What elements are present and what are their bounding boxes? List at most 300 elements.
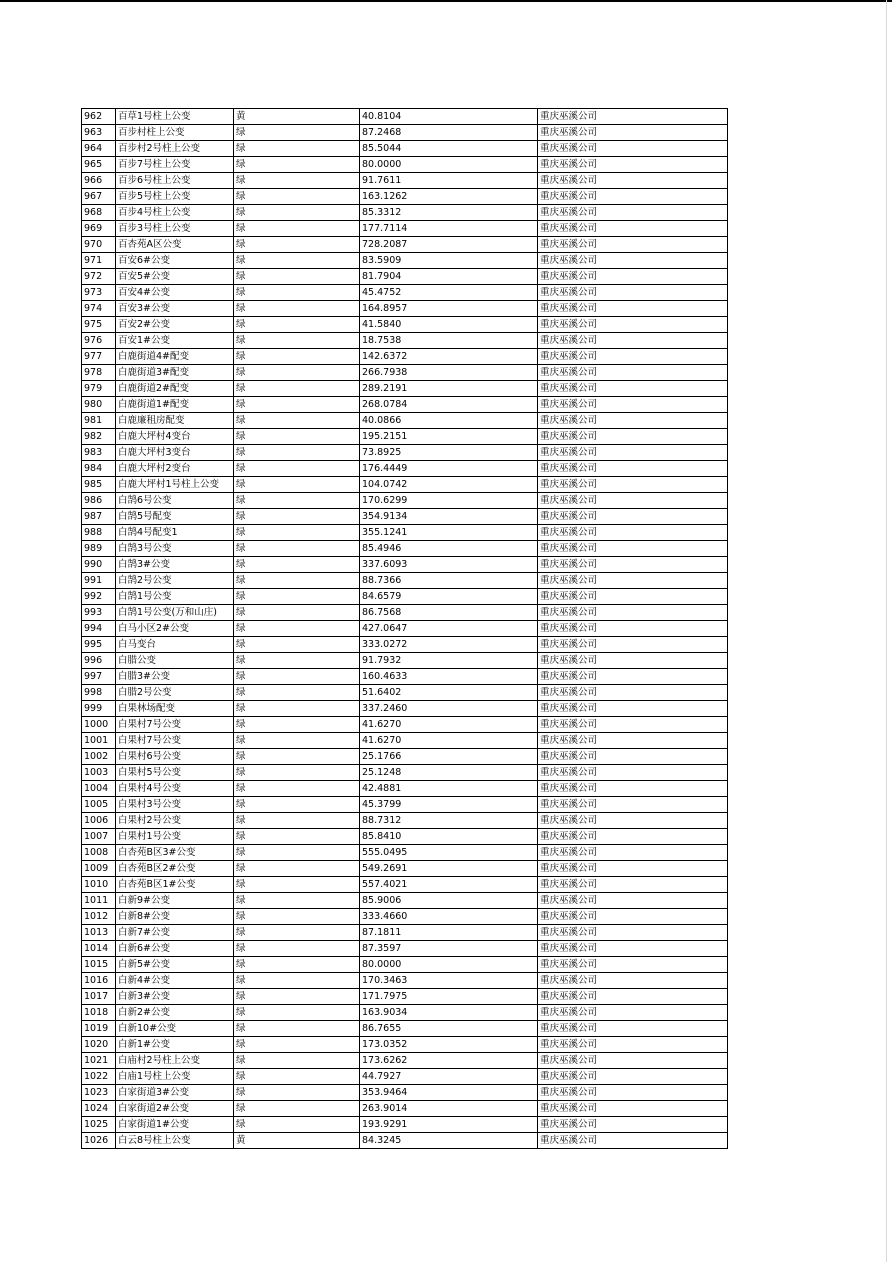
company-cell: 重庆巫溪公司 bbox=[538, 221, 728, 237]
status-cell: 绿 bbox=[234, 205, 360, 221]
status-cell: 绿 bbox=[234, 733, 360, 749]
status-cell: 绿 bbox=[234, 1101, 360, 1117]
status-cell: 绿 bbox=[234, 141, 360, 157]
station-name-cell: 白鹄6号公变 bbox=[116, 493, 234, 509]
station-name-cell: 白鹄4号配变1 bbox=[116, 525, 234, 541]
value-cell: 355.1241 bbox=[360, 525, 538, 541]
value-cell: 86.7655 bbox=[360, 1021, 538, 1037]
top-border-line bbox=[0, 0, 892, 2]
status-cell: 绿 bbox=[234, 941, 360, 957]
station-name-cell: 百安4#公变 bbox=[116, 285, 234, 301]
table-row bbox=[82, 621, 728, 637]
value-cell: 88.7366 bbox=[360, 573, 538, 589]
value-cell: 85.5044 bbox=[360, 141, 538, 157]
table-row bbox=[82, 653, 728, 669]
company-cell: 重庆巫溪公司 bbox=[538, 605, 728, 621]
table-row bbox=[82, 845, 728, 861]
row-index-cell: 987 bbox=[82, 509, 116, 525]
table-row bbox=[82, 1085, 728, 1101]
value-cell: 45.4752 bbox=[360, 285, 538, 301]
table-row bbox=[82, 1021, 728, 1037]
row-index-cell: 984 bbox=[82, 461, 116, 477]
row-index-cell: 1023 bbox=[82, 1085, 116, 1101]
row-index-cell: 988 bbox=[82, 525, 116, 541]
station-name-cell: 白新8#公变 bbox=[116, 909, 234, 925]
row-index-cell: 973 bbox=[82, 285, 116, 301]
value-cell: 18.7538 bbox=[360, 333, 538, 349]
status-cell: 绿 bbox=[234, 637, 360, 653]
company-cell: 重庆巫溪公司 bbox=[538, 1085, 728, 1101]
status-cell: 绿 bbox=[234, 541, 360, 557]
company-cell: 重庆巫溪公司 bbox=[538, 829, 728, 845]
row-index-cell: 1010 bbox=[82, 877, 116, 893]
company-cell: 重庆巫溪公司 bbox=[538, 157, 728, 173]
status-cell: 绿 bbox=[234, 685, 360, 701]
row-index-cell: 1022 bbox=[82, 1069, 116, 1085]
value-cell: 86.7568 bbox=[360, 605, 538, 621]
status-cell: 绿 bbox=[234, 253, 360, 269]
row-index-cell: 965 bbox=[82, 157, 116, 173]
value-cell: 85.4946 bbox=[360, 541, 538, 557]
status-cell: 绿 bbox=[234, 589, 360, 605]
value-cell: 171.7975 bbox=[360, 989, 538, 1005]
status-cell: 绿 bbox=[234, 1085, 360, 1101]
status-cell: 绿 bbox=[234, 509, 360, 525]
table-row bbox=[82, 1053, 728, 1069]
status-cell: 绿 bbox=[234, 829, 360, 845]
status-cell: 绿 bbox=[234, 301, 360, 317]
row-index-cell: 971 bbox=[82, 253, 116, 269]
status-cell: 绿 bbox=[234, 381, 360, 397]
status-cell: 绿 bbox=[234, 909, 360, 925]
company-cell: 重庆巫溪公司 bbox=[538, 941, 728, 957]
station-name-cell: 百安3#公变 bbox=[116, 301, 234, 317]
row-index-cell: 1006 bbox=[82, 813, 116, 829]
station-name-cell: 白新1#公变 bbox=[116, 1037, 234, 1053]
table-row bbox=[82, 1101, 728, 1117]
table-row bbox=[82, 157, 728, 173]
row-index-cell: 1011 bbox=[82, 893, 116, 909]
status-cell: 绿 bbox=[234, 157, 360, 173]
status-cell: 绿 bbox=[234, 125, 360, 141]
value-cell: 91.7611 bbox=[360, 173, 538, 189]
company-cell: 重庆巫溪公司 bbox=[538, 333, 728, 349]
row-index-cell: 1018 bbox=[82, 1005, 116, 1021]
company-cell: 重庆巫溪公司 bbox=[538, 125, 728, 141]
company-cell: 重庆巫溪公司 bbox=[538, 477, 728, 493]
company-cell: 重庆巫溪公司 bbox=[538, 189, 728, 205]
company-cell: 重庆巫溪公司 bbox=[538, 317, 728, 333]
value-cell: 557.4021 bbox=[360, 877, 538, 893]
station-name-cell: 白果村3号公变 bbox=[116, 797, 234, 813]
station-name-cell: 白果村7号公变 bbox=[116, 717, 234, 733]
station-name-cell: 百步4号柱上公变 bbox=[116, 205, 234, 221]
row-index-cell: 1025 bbox=[82, 1117, 116, 1133]
status-cell: 绿 bbox=[234, 221, 360, 237]
station-name-cell: 白家街道1#公变 bbox=[116, 1117, 234, 1133]
company-cell: 重庆巫溪公司 bbox=[538, 877, 728, 893]
station-name-cell: 百草1号柱上公变 bbox=[116, 109, 234, 125]
value-cell: 160.4633 bbox=[360, 669, 538, 685]
company-cell: 重庆巫溪公司 bbox=[538, 429, 728, 445]
company-cell: 重庆巫溪公司 bbox=[538, 285, 728, 301]
value-cell: 193.9291 bbox=[360, 1117, 538, 1133]
station-name-cell: 百步5号柱上公变 bbox=[116, 189, 234, 205]
value-cell: 289.2191 bbox=[360, 381, 538, 397]
value-cell: 354.9134 bbox=[360, 509, 538, 525]
station-name-cell: 百安1#公变 bbox=[116, 333, 234, 349]
station-name-cell: 白马变台 bbox=[116, 637, 234, 653]
row-index-cell: 995 bbox=[82, 637, 116, 653]
company-cell: 重庆巫溪公司 bbox=[538, 781, 728, 797]
station-name-cell: 白鹄1号公变(万和山庄) bbox=[116, 605, 234, 621]
table-row bbox=[82, 717, 728, 733]
table-row bbox=[82, 173, 728, 189]
row-index-cell: 1015 bbox=[82, 957, 116, 973]
status-cell: 绿 bbox=[234, 669, 360, 685]
company-cell: 重庆巫溪公司 bbox=[538, 1053, 728, 1069]
station-name-cell: 白家街道3#公变 bbox=[116, 1085, 234, 1101]
value-cell: 85.9006 bbox=[360, 893, 538, 909]
value-cell: 44.7927 bbox=[360, 1069, 538, 1085]
table-row bbox=[82, 445, 728, 461]
row-index-cell: 1012 bbox=[82, 909, 116, 925]
station-name-cell: 白新5#公变 bbox=[116, 957, 234, 973]
status-cell: 绿 bbox=[234, 333, 360, 349]
company-cell: 重庆巫溪公司 bbox=[538, 621, 728, 637]
value-cell: 170.6299 bbox=[360, 493, 538, 509]
company-cell: 重庆巫溪公司 bbox=[538, 1037, 728, 1053]
company-cell: 重庆巫溪公司 bbox=[538, 557, 728, 573]
status-cell: 绿 bbox=[234, 397, 360, 413]
table-row bbox=[82, 189, 728, 205]
company-cell: 重庆巫溪公司 bbox=[538, 413, 728, 429]
status-cell: 绿 bbox=[234, 1053, 360, 1069]
station-name-cell: 白鹄2号公变 bbox=[116, 573, 234, 589]
table-row bbox=[82, 973, 728, 989]
status-cell: 绿 bbox=[234, 813, 360, 829]
station-name-cell: 白庙村2号柱上公变 bbox=[116, 1053, 234, 1069]
status-cell: 黄 bbox=[234, 1133, 360, 1149]
row-index-cell: 1017 bbox=[82, 989, 116, 1005]
status-cell: 绿 bbox=[234, 653, 360, 669]
status-cell: 绿 bbox=[234, 861, 360, 877]
station-name-cell: 白新10#公变 bbox=[116, 1021, 234, 1037]
status-cell: 绿 bbox=[234, 781, 360, 797]
status-cell: 绿 bbox=[234, 445, 360, 461]
company-cell: 重庆巫溪公司 bbox=[538, 653, 728, 669]
company-cell: 重庆巫溪公司 bbox=[538, 269, 728, 285]
row-index-cell: 978 bbox=[82, 365, 116, 381]
row-index-cell: 985 bbox=[82, 477, 116, 493]
status-cell: 绿 bbox=[234, 749, 360, 765]
station-name-cell: 白云8号柱上公变 bbox=[116, 1133, 234, 1149]
value-cell: 173.6262 bbox=[360, 1053, 538, 1069]
station-name-cell: 白鹿街道1#配变 bbox=[116, 397, 234, 413]
row-index-cell: 962 bbox=[82, 109, 116, 125]
value-cell: 85.3312 bbox=[360, 205, 538, 221]
status-cell: 绿 bbox=[234, 237, 360, 253]
value-cell: 25.1766 bbox=[360, 749, 538, 765]
company-cell: 重庆巫溪公司 bbox=[538, 509, 728, 525]
company-cell: 重庆巫溪公司 bbox=[538, 205, 728, 221]
row-index-cell: 982 bbox=[82, 429, 116, 445]
company-cell: 重庆巫溪公司 bbox=[538, 109, 728, 125]
table-row bbox=[82, 909, 728, 925]
company-cell: 重庆巫溪公司 bbox=[538, 1117, 728, 1133]
row-index-cell: 999 bbox=[82, 701, 116, 717]
value-cell: 268.0784 bbox=[360, 397, 538, 413]
value-cell: 83.5909 bbox=[360, 253, 538, 269]
company-cell: 重庆巫溪公司 bbox=[538, 717, 728, 733]
station-name-cell: 百步村柱上公变 bbox=[116, 125, 234, 141]
row-index-cell: 1021 bbox=[82, 1053, 116, 1069]
company-cell: 重庆巫溪公司 bbox=[538, 589, 728, 605]
status-cell: 绿 bbox=[234, 365, 360, 381]
value-cell: 142.6372 bbox=[360, 349, 538, 365]
status-cell: 绿 bbox=[234, 765, 360, 781]
row-index-cell: 1000 bbox=[82, 717, 116, 733]
table-row bbox=[82, 1037, 728, 1053]
value-cell: 40.0866 bbox=[360, 413, 538, 429]
row-index-cell: 968 bbox=[82, 205, 116, 221]
status-cell: 绿 bbox=[234, 189, 360, 205]
status-cell: 绿 bbox=[234, 797, 360, 813]
status-cell: 绿 bbox=[234, 317, 360, 333]
station-name-cell: 白杏苑B区1#公变 bbox=[116, 877, 234, 893]
station-name-cell: 白鹄3#公变 bbox=[116, 557, 234, 573]
value-cell: 163.1262 bbox=[360, 189, 538, 205]
station-name-cell: 白腊3#公变 bbox=[116, 669, 234, 685]
table-row bbox=[82, 813, 728, 829]
table-row bbox=[82, 925, 728, 941]
value-cell: 555.0495 bbox=[360, 845, 538, 861]
company-cell: 重庆巫溪公司 bbox=[538, 397, 728, 413]
row-index-cell: 969 bbox=[82, 221, 116, 237]
company-cell: 重庆巫溪公司 bbox=[538, 541, 728, 557]
station-name-cell: 白杏苑B区3#公变 bbox=[116, 845, 234, 861]
company-cell: 重庆巫溪公司 bbox=[538, 173, 728, 189]
table-row bbox=[82, 669, 728, 685]
status-cell: 绿 bbox=[234, 173, 360, 189]
row-index-cell: 1020 bbox=[82, 1037, 116, 1053]
row-index-cell: 972 bbox=[82, 269, 116, 285]
row-index-cell: 997 bbox=[82, 669, 116, 685]
value-cell: 91.7932 bbox=[360, 653, 538, 669]
value-cell: 45.3799 bbox=[360, 797, 538, 813]
row-index-cell: 996 bbox=[82, 653, 116, 669]
row-index-cell: 990 bbox=[82, 557, 116, 573]
company-cell: 重庆巫溪公司 bbox=[538, 733, 728, 749]
table-row bbox=[82, 237, 728, 253]
station-name-cell: 白果村2号公变 bbox=[116, 813, 234, 829]
station-name-cell: 白鹿街道4#配变 bbox=[116, 349, 234, 365]
company-cell: 重庆巫溪公司 bbox=[538, 925, 728, 941]
value-cell: 41.6270 bbox=[360, 717, 538, 733]
station-name-cell: 白鹿廉租房配变 bbox=[116, 413, 234, 429]
station-name-cell: 百安6#公变 bbox=[116, 253, 234, 269]
row-index-cell: 976 bbox=[82, 333, 116, 349]
station-name-cell: 白家街道2#公变 bbox=[116, 1101, 234, 1117]
company-cell: 重庆巫溪公司 bbox=[538, 141, 728, 157]
row-index-cell: 992 bbox=[82, 589, 116, 605]
status-cell: 绿 bbox=[234, 957, 360, 973]
station-name-cell: 白新9#公变 bbox=[116, 893, 234, 909]
table-row bbox=[82, 541, 728, 557]
value-cell: 51.6402 bbox=[360, 685, 538, 701]
status-cell: 绿 bbox=[234, 877, 360, 893]
value-cell: 177.7114 bbox=[360, 221, 538, 237]
company-cell: 重庆巫溪公司 bbox=[538, 525, 728, 541]
company-cell: 重庆巫溪公司 bbox=[538, 1069, 728, 1085]
value-cell: 88.7312 bbox=[360, 813, 538, 829]
table-row bbox=[82, 685, 728, 701]
row-index-cell: 979 bbox=[82, 381, 116, 397]
row-index-cell: 964 bbox=[82, 141, 116, 157]
row-index-cell: 970 bbox=[82, 237, 116, 253]
table-row bbox=[82, 701, 728, 717]
company-cell: 重庆巫溪公司 bbox=[538, 573, 728, 589]
status-cell: 绿 bbox=[234, 973, 360, 989]
table-row bbox=[82, 589, 728, 605]
table-row bbox=[82, 125, 728, 141]
company-cell: 重庆巫溪公司 bbox=[538, 1005, 728, 1021]
table-row bbox=[82, 349, 728, 365]
status-cell: 绿 bbox=[234, 349, 360, 365]
station-name-cell: 白腊公变 bbox=[116, 653, 234, 669]
table-row bbox=[82, 477, 728, 493]
table-row bbox=[82, 605, 728, 621]
station-name-cell: 百步3号柱上公变 bbox=[116, 221, 234, 237]
table-row bbox=[82, 269, 728, 285]
status-cell: 绿 bbox=[234, 461, 360, 477]
status-cell: 绿 bbox=[234, 621, 360, 637]
table-row bbox=[82, 285, 728, 301]
company-cell: 重庆巫溪公司 bbox=[538, 701, 728, 717]
company-cell: 重庆巫溪公司 bbox=[538, 237, 728, 253]
row-index-cell: 998 bbox=[82, 685, 116, 701]
station-name-cell: 白新7#公变 bbox=[116, 925, 234, 941]
company-cell: 重庆巫溪公司 bbox=[538, 685, 728, 701]
row-index-cell: 963 bbox=[82, 125, 116, 141]
value-cell: 163.9034 bbox=[360, 1005, 538, 1021]
table-row bbox=[82, 461, 728, 477]
status-cell: 绿 bbox=[234, 1037, 360, 1053]
status-cell: 绿 bbox=[234, 701, 360, 717]
value-cell: 164.8957 bbox=[360, 301, 538, 317]
table-row bbox=[82, 253, 728, 269]
table-row bbox=[82, 797, 728, 813]
status-cell: 绿 bbox=[234, 925, 360, 941]
table-row bbox=[82, 573, 728, 589]
table-row bbox=[82, 1069, 728, 1085]
station-name-cell: 百步村2号柱上公变 bbox=[116, 141, 234, 157]
table-row bbox=[82, 493, 728, 509]
table-row bbox=[82, 861, 728, 877]
station-name-cell: 白庙1号柱上公变 bbox=[116, 1069, 234, 1085]
row-index-cell: 1014 bbox=[82, 941, 116, 957]
value-cell: 25.1248 bbox=[360, 765, 538, 781]
station-name-cell: 白果村4号公变 bbox=[116, 781, 234, 797]
value-cell: 80.0000 bbox=[360, 957, 538, 973]
status-cell: 绿 bbox=[234, 413, 360, 429]
value-cell: 173.0352 bbox=[360, 1037, 538, 1053]
row-index-cell: 1005 bbox=[82, 797, 116, 813]
table-row bbox=[82, 749, 728, 765]
row-index-cell: 1013 bbox=[82, 925, 116, 941]
row-index-cell: 1002 bbox=[82, 749, 116, 765]
value-cell: 87.1811 bbox=[360, 925, 538, 941]
table-row bbox=[82, 109, 728, 125]
data-table bbox=[81, 108, 728, 1149]
table-row bbox=[82, 877, 728, 893]
row-index-cell: 1024 bbox=[82, 1101, 116, 1117]
station-name-cell: 白鹿大坪村4变台 bbox=[116, 429, 234, 445]
table-row bbox=[82, 301, 728, 317]
row-index-cell: 1003 bbox=[82, 765, 116, 781]
station-name-cell: 百步6号柱上公变 bbox=[116, 173, 234, 189]
row-index-cell: 993 bbox=[82, 605, 116, 621]
row-index-cell: 1009 bbox=[82, 861, 116, 877]
station-name-cell: 白鹿街道2#配变 bbox=[116, 381, 234, 397]
status-cell: 绿 bbox=[234, 1069, 360, 1085]
company-cell: 重庆巫溪公司 bbox=[538, 893, 728, 909]
table-row bbox=[82, 1133, 728, 1149]
station-name-cell: 白新2#公变 bbox=[116, 1005, 234, 1021]
station-name-cell: 白鹄5号配变 bbox=[116, 509, 234, 525]
row-index-cell: 994 bbox=[82, 621, 116, 637]
status-cell: 绿 bbox=[234, 717, 360, 733]
company-cell: 重庆巫溪公司 bbox=[538, 253, 728, 269]
value-cell: 41.5840 bbox=[360, 317, 538, 333]
table-row bbox=[82, 1005, 728, 1021]
value-cell: 333.0272 bbox=[360, 637, 538, 653]
status-cell: 绿 bbox=[234, 429, 360, 445]
table-row bbox=[82, 525, 728, 541]
row-index-cell: 1019 bbox=[82, 1021, 116, 1037]
row-index-cell: 981 bbox=[82, 413, 116, 429]
station-name-cell: 百安2#公变 bbox=[116, 317, 234, 333]
company-cell: 重庆巫溪公司 bbox=[538, 301, 728, 317]
value-cell: 728.2087 bbox=[360, 237, 538, 253]
station-name-cell: 白果村5号公变 bbox=[116, 765, 234, 781]
station-name-cell: 白鹄3号公变 bbox=[116, 541, 234, 557]
row-index-cell: 974 bbox=[82, 301, 116, 317]
value-cell: 40.8104 bbox=[360, 109, 538, 125]
table-row bbox=[82, 221, 728, 237]
station-name-cell: 百安5#公变 bbox=[116, 269, 234, 285]
table-row bbox=[82, 893, 728, 909]
table-row bbox=[82, 989, 728, 1005]
status-cell: 绿 bbox=[234, 477, 360, 493]
value-cell: 549.2691 bbox=[360, 861, 538, 877]
row-index-cell: 986 bbox=[82, 493, 116, 509]
row-index-cell: 1001 bbox=[82, 733, 116, 749]
value-cell: 427.0647 bbox=[360, 621, 538, 637]
row-index-cell: 989 bbox=[82, 541, 116, 557]
table-row bbox=[82, 413, 728, 429]
company-cell: 重庆巫溪公司 bbox=[538, 381, 728, 397]
status-cell: 绿 bbox=[234, 1021, 360, 1037]
row-index-cell: 977 bbox=[82, 349, 116, 365]
station-name-cell: 白果村7号公变 bbox=[116, 733, 234, 749]
table-row bbox=[82, 365, 728, 381]
station-name-cell: 白腊2号公变 bbox=[116, 685, 234, 701]
company-cell: 重庆巫溪公司 bbox=[538, 861, 728, 877]
company-cell: 重庆巫溪公司 bbox=[538, 765, 728, 781]
row-index-cell: 1007 bbox=[82, 829, 116, 845]
row-index-cell: 975 bbox=[82, 317, 116, 333]
